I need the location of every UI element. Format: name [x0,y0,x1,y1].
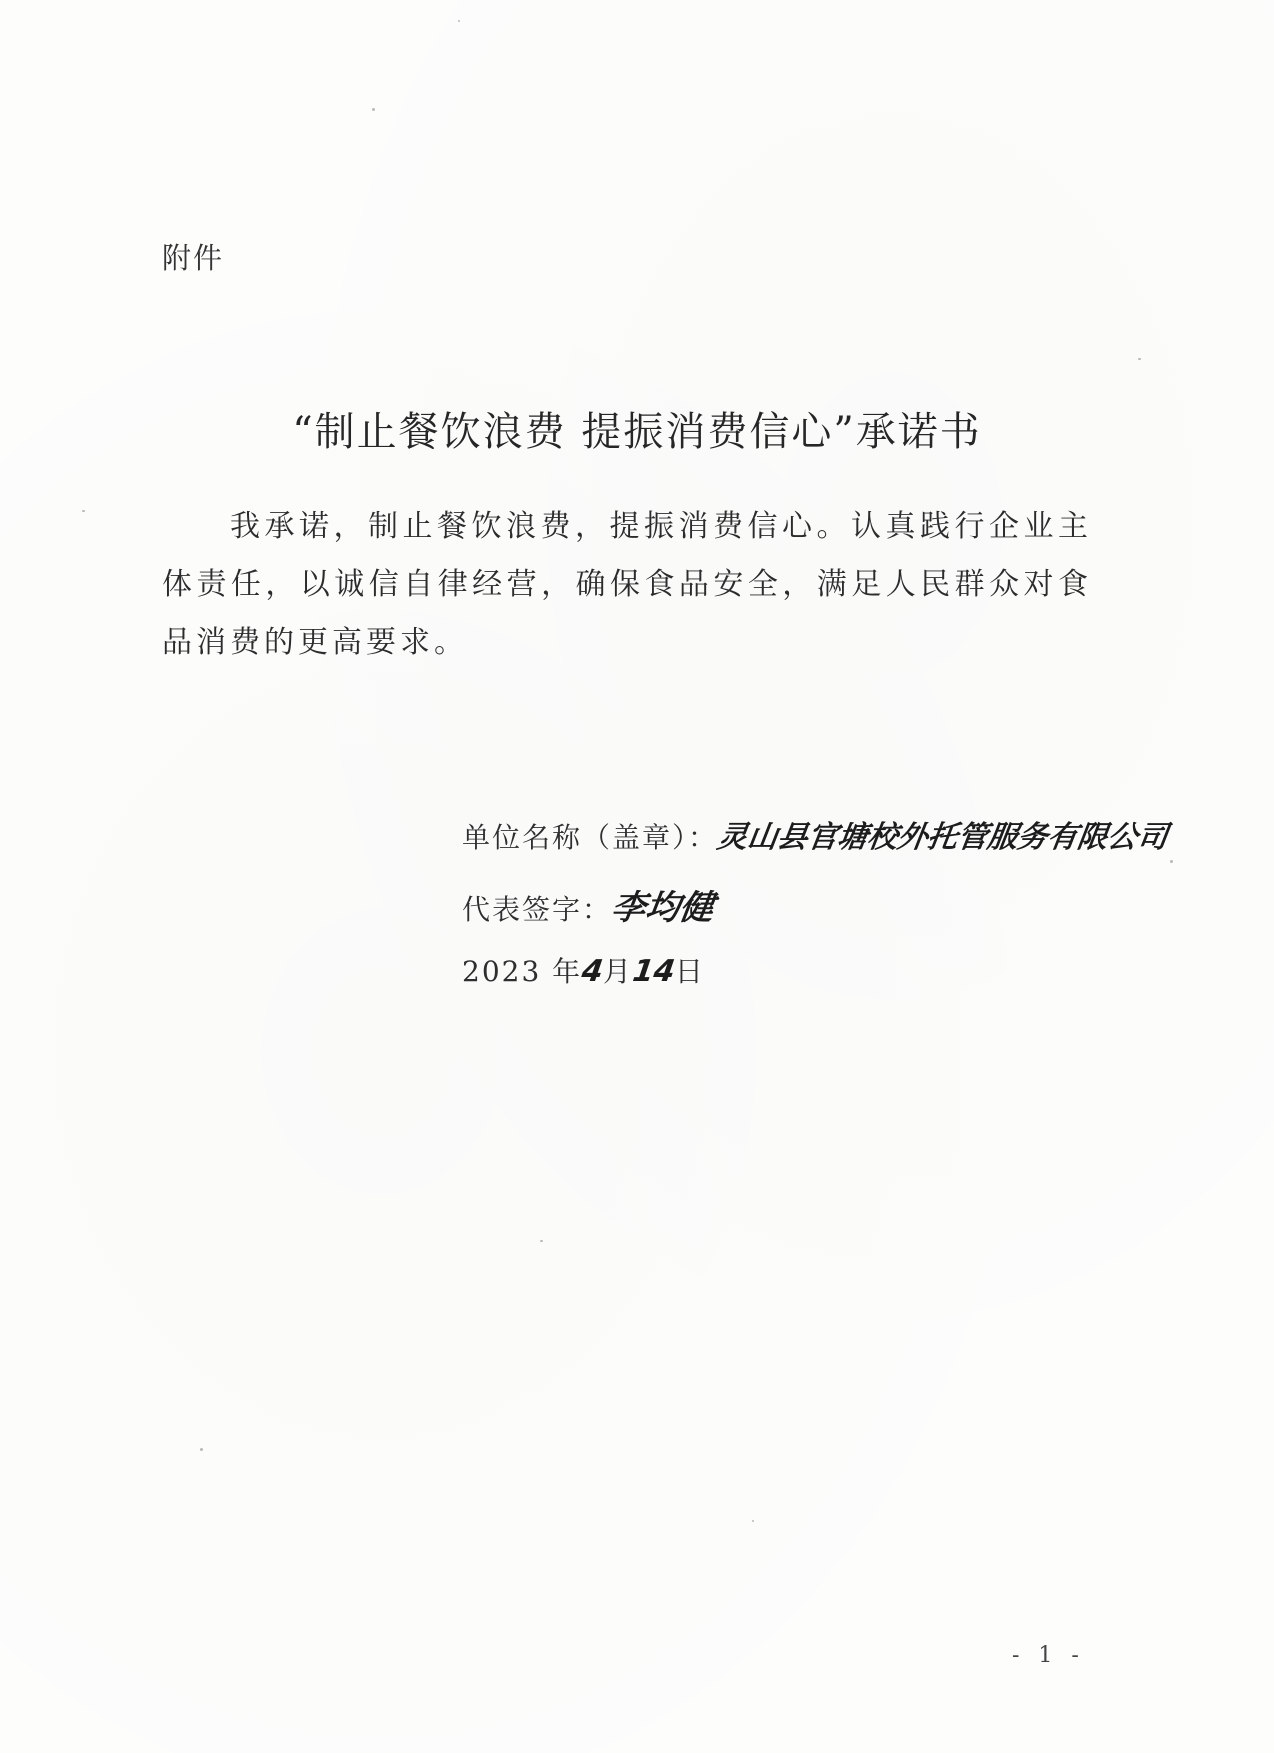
scan-speck [372,108,375,111]
scan-speck [82,510,85,512]
representative-label: 代表签字： [462,893,613,926]
representative-row [462,880,717,929]
representative-signature: 李均健 [608,888,717,928]
date-day-handwritten: 14 [630,954,678,989]
scan-speck [458,20,460,22]
date-row [462,950,705,990]
document-title: “制止餐饮浪费 提振消费信心”承诺书 [292,409,982,455]
scan-speck [540,1240,543,1242]
date-year: 2023 [462,955,542,988]
date-day-suffix: 日 [674,955,705,988]
scan-speck [752,1520,754,1522]
attachment-label: 附件 [162,241,225,275]
date-month-handwritten: 4 [579,954,606,989]
date-month-suffix: 月 [603,955,634,988]
unit-name-label: 单位名称（盖章）： [462,821,719,854]
date-year-suffix: 年 [541,955,583,988]
page-number: - 1 - [1012,1643,1085,1668]
pledge-body-text: 我承诺，制止餐饮浪费，提振消费信心。认真践行企业主体责任，以诚信自律经营，确保食品安全，满足人民群众对食品消费的更高要求。 [162,509,1092,660]
unit-name-handwritten: 灵山县官塘校外托管服务有限公司 [715,820,1170,855]
unit-name-row [462,812,1168,856]
scan-speck [200,1448,203,1451]
scan-speck [1138,358,1141,360]
scan-speck [1170,860,1173,863]
